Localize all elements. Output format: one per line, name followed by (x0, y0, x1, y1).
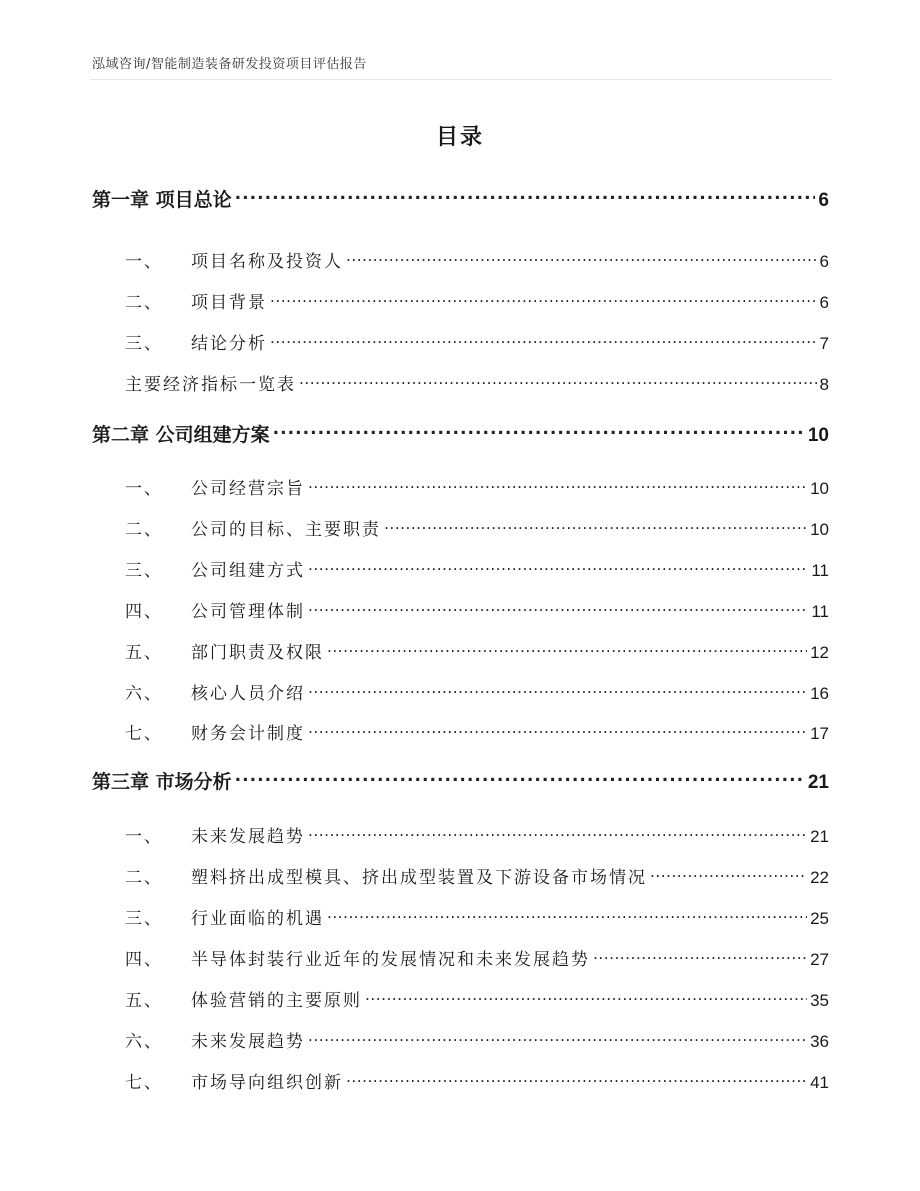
toc-dot-leader (308, 682, 807, 699)
toc-entry-number: 一、 (125, 827, 163, 847)
toc-entry-number: 七、 (125, 724, 163, 744)
toc-entry-number: 二、 (125, 520, 163, 540)
toc-entry-number: 七、 (125, 1073, 163, 1093)
toc-entry-label: 公司管理体制 (191, 602, 305, 622)
toc-page-number: 6 (818, 190, 829, 211)
toc-dot-leader (308, 825, 807, 842)
toc-section-entry[interactable] (92, 474, 829, 499)
toc-section-entry[interactable] (92, 556, 829, 581)
toc-dot-leader (308, 559, 808, 576)
toc-page-number: 8 (819, 375, 829, 394)
toc-entry-number: 三、 (125, 561, 163, 581)
toc-section-entry[interactable] (92, 904, 829, 929)
toc-entry-label: 未来发展趋势 (191, 1032, 305, 1052)
header-divider (90, 79, 832, 80)
toc-dot-leader (308, 600, 808, 617)
toc-page-number: 7 (819, 334, 829, 353)
toc-entry-label: 主要经济指标一览表 (125, 375, 296, 395)
toc-dot-leader (650, 866, 807, 883)
toc-section-entry[interactable] (92, 719, 829, 744)
toc-entry-label: 部门职责及权限 (191, 643, 324, 663)
toc-entry-label: 结论分析 (191, 334, 267, 354)
toc-entry-number: 二、 (125, 293, 163, 313)
toc-dot-leader (308, 1030, 807, 1047)
toc-entry-label: 第三章 市场分析 (92, 771, 232, 793)
toc-page-number: 21 (807, 772, 829, 793)
toc-page-number: 6 (819, 252, 829, 271)
toc-entry-number: 四、 (125, 602, 163, 622)
toc-section-entry[interactable] (92, 945, 829, 970)
toc-section-entry[interactable] (92, 822, 829, 847)
toc-entry-number: 四、 (125, 950, 163, 970)
toc-entry-number: 一、 (125, 479, 163, 499)
toc-entry-label: 公司的目标、主要职责 (191, 520, 381, 540)
toc-page-number: 25 (810, 909, 829, 928)
toc-page-number: 22 (810, 868, 829, 887)
toc-entry-number: 一、 (125, 252, 163, 272)
toc-dot-leader (365, 989, 807, 1006)
toc-page-number: 11 (811, 602, 829, 621)
toc-page-number: 27 (810, 950, 829, 969)
toc-entry-label: 财务会计制度 (191, 724, 305, 744)
toc-section-entry[interactable] (92, 1068, 829, 1093)
toc-section-entry[interactable] (92, 863, 829, 888)
toc-page-number: 10 (810, 520, 829, 539)
toc-entry-number: 六、 (125, 684, 163, 704)
toc-entry-number: 五、 (125, 643, 163, 663)
toc-entry-label: 未来发展趋势 (191, 827, 305, 847)
toc-entry-label: 市场导向组织创新 (191, 1073, 343, 1093)
toc-chapter-entry[interactable] (92, 185, 829, 212)
toc-entry-label: 项目名称及投资人 (191, 252, 343, 272)
toc-entry-number: 二、 (125, 868, 163, 888)
toc-entry-label: 项目背景 (191, 293, 267, 313)
toc-dot-leader (308, 722, 807, 739)
toc-dot-leader (273, 422, 805, 441)
toc-page-number: 10 (810, 479, 829, 498)
toc-dot-leader (346, 250, 817, 267)
toc-page-number: 36 (810, 1032, 829, 1051)
toc-dot-leader (308, 477, 807, 494)
toc-chapter-entry[interactable] (92, 420, 829, 447)
toc-page-number: 11 (811, 561, 829, 580)
toc-entry-label: 第一章 项目总论 (92, 189, 232, 211)
toc-page-number: 12 (810, 643, 829, 662)
toc-dot-leader (235, 769, 805, 788)
toc-dot-leader (593, 948, 807, 965)
toc-section-entry[interactable] (92, 597, 829, 622)
toc-section-entry[interactable] (92, 247, 829, 272)
toc-section-entry[interactable] (92, 329, 829, 354)
toc-section-entry[interactable] (92, 515, 829, 540)
toc-dot-leader (327, 907, 807, 924)
toc-section-entry[interactable] (92, 370, 829, 395)
toc-dot-leader (327, 641, 807, 658)
toc-dot-leader (384, 518, 807, 535)
toc-dot-leader (270, 291, 817, 308)
toc-entry-number: 六、 (125, 1032, 163, 1052)
toc-entry-label: 核心人员介绍 (191, 684, 305, 704)
toc-entry-label: 体验营销的主要原则 (191, 991, 362, 1011)
page-title: 目录 (435, 125, 484, 150)
toc-entry-label: 塑料挤出成型模具、挤出成型装置及下游设备市场情况 (191, 868, 647, 888)
toc-section-entry[interactable] (92, 679, 829, 704)
toc-entry-number: 三、 (125, 909, 163, 929)
toc-entry-number: 三、 (125, 334, 163, 354)
toc-section-entry[interactable] (92, 638, 829, 663)
toc-section-entry[interactable] (92, 1027, 829, 1052)
toc-page-number: 35 (810, 991, 829, 1010)
toc-page-number: 41 (810, 1073, 829, 1092)
toc-page-number: 17 (810, 724, 829, 743)
toc-dot-leader (270, 332, 817, 349)
toc-entry-label: 公司经营宗旨 (191, 479, 305, 499)
toc-page-number: 16 (810, 684, 829, 703)
toc-dot-leader (235, 187, 816, 206)
toc-page-number: 6 (819, 293, 829, 312)
toc-page-number: 10 (807, 425, 829, 446)
toc-chapter-entry[interactable] (92, 767, 829, 794)
running-header: 泓域咨询/智能制造装备研发投资项目评估报告 (92, 57, 367, 72)
toc-dot-leader (299, 373, 817, 390)
toc-page-number: 21 (810, 827, 829, 846)
toc-entry-label: 公司组建方式 (191, 561, 305, 581)
toc-dot-leader (346, 1071, 807, 1088)
toc-entry-label: 行业面临的机遇 (191, 909, 324, 929)
toc-section-entry[interactable] (92, 288, 829, 313)
toc-entry-number: 五、 (125, 991, 163, 1011)
toc-entry-label: 第二章 公司组建方案 (92, 424, 270, 446)
toc-section-entry[interactable] (92, 986, 829, 1011)
toc-entry-label: 半导体封装行业近年的发展情况和未来发展趋势 (191, 950, 590, 970)
